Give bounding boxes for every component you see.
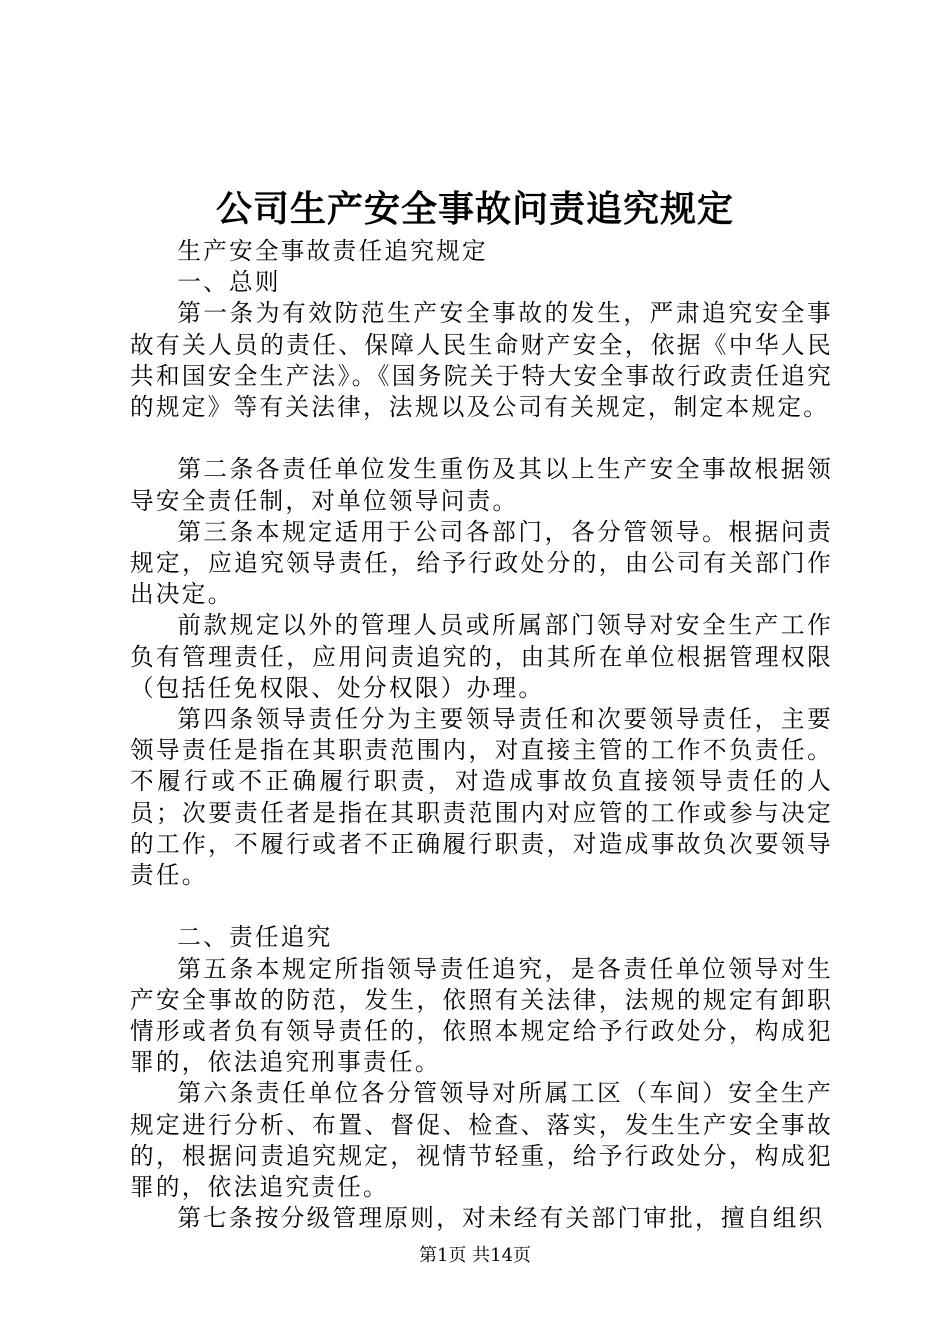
paragraph-article-4: 第四条领导责任分为主要领导责任和次要领导责任，主要领导责任是指在其职责范围内，对直接主管的工作不负责任。不履行或不正确履行职责，对造成事故负直接领导责任的人员；次要责任者是指在其职责范围内对应管的工作或参与决定的工作，不履行或者不正确履行职责，对造成事故负次要领导责任。 [130, 705, 833, 890]
section-heading-accountability: 二、责任追究 [177, 923, 333, 952]
paragraph-article-6: 第六条责任单位各分管领导对所属工区（车间）安全生产规定进行分析、布置、督促、检查、落实，发生生产安全事故的，根据问责追究规定，视情节轻重，给予行政处分，构成犯罪的，依法追究责任。 [130, 1079, 833, 1202]
paragraph-article-3-supplement: 前款规定以外的管理人员或所属部门领导对安全生产工作负有管理责任，应用问责追究的，由其所在单位根据管理权限（包括任免权限、处分权限）办理。 [130, 611, 833, 702]
document-body [130, 236, 833, 1234]
page-number: 第1页 共14页 [418, 1245, 532, 1266]
paragraph-article-2: 第二条各责任单位发生重伤及其以上生产安全事故根据领导安全责任制，对单位领导问责。 [130, 455, 833, 515]
paragraph-article-1: 第一条为有效防范生产安全事故的发生，严肃追究安全事故有关人员的责任、保障人民生命财产安全，依据《中华人民共和国安全生产法》。《国务院关于特大安全事故行政责任追究的规定》等有关法律，法规以及公司有关规定，制定本规定。 [130, 299, 833, 422]
paragraph-subtitle: 生产安全事故责任追究规定 [177, 237, 488, 265]
document-title: 公司生产安全事故问责追究规定 [215, 188, 734, 230]
paragraph-article-7: 第七条按分级管理原则，对未经有关部门审批，擅自组织 [177, 1204, 825, 1233]
section-heading-general: 一、总则 [177, 268, 281, 297]
paragraph-article-5: 第五条本规定所指领导责任追究，是各责任单位领导对生产安全事故的防范，发生，依照有关法律，法规的规定有卸职情形或者负有领导责任的，依照本规定给予行政处分，构成犯罪的，依法追究刑事责任。 [130, 954, 833, 1077]
paragraph-article-3: 第三条本规定适用于公司各部门，各分管领导。根据问责规定，应追究领导责任，给予行政处分的，由公司有关部门作出决定。 [130, 517, 833, 609]
